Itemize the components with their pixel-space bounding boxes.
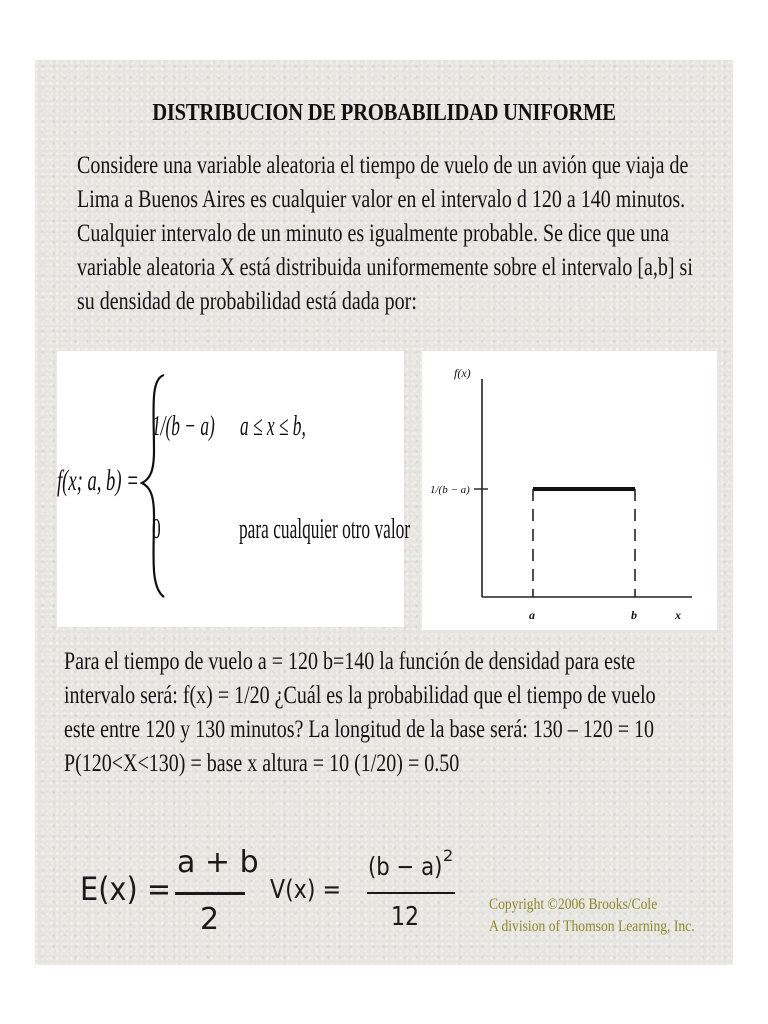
vx-lhs: V(x) = — [270, 875, 341, 905]
pdf-formula-lhs: f(x; a, b) = — [57, 464, 139, 497]
pdf-case2-value: 0 — [152, 514, 161, 545]
ex-fraction-bar — [175, 892, 245, 895]
ex-denominator: 2 — [200, 902, 220, 937]
vx-fraction-bar — [367, 892, 455, 894]
ex-lhs: E(x) = — [80, 870, 171, 908]
intro-line: Lima a Buenos Aires es cualquier valor en el intervalo d 120 a 140 minutos. — [77, 186, 686, 213]
slide-title: DISTRIBUCION DE PROBABILIDAD UNIFORME — [152, 100, 616, 126]
intro-line: Considere una variable aleatoria el tiempo de vuelo de un avión que viaja de — [77, 152, 689, 179]
example-line: Para el tiempo de vuelo a = 120 b=140 la función de densidad para este — [64, 648, 636, 675]
b-label: b — [631, 608, 637, 622]
density-graph-panel — [422, 351, 717, 630]
pdf-case1-condition: a ≤ x ≤ b, — [240, 411, 306, 442]
copyright-notice — [489, 894, 695, 938]
intro-paragraph — [77, 149, 693, 319]
x-axis-label: x — [675, 608, 681, 622]
vx-denominator: 12 — [391, 902, 420, 932]
copyright-line: A division of Thomson Learning, Inc. — [489, 918, 695, 935]
example-line: intervalo será: f(x) = 1/20 ¿Cuál es la probabilidad que el tiempo de vuelo — [64, 682, 656, 709]
example-paragraph — [64, 645, 656, 781]
formula-brace — [140, 371, 170, 601]
example-line: P(120<X<130) = base x altura = 10 (1/20) = 0.50 — [64, 750, 460, 777]
vx-numerator: (b − a) — [368, 852, 443, 881]
vx-exponent: 2 — [443, 846, 454, 865]
slide — [35, 60, 733, 965]
y-axis-label: f(x) — [454, 366, 471, 380]
copyright-line: Copyright ©2006 Brooks/Cole — [489, 896, 658, 913]
density-graph — [422, 351, 717, 630]
ex-numerator: a + b — [177, 845, 259, 880]
level-label: 1/(b − a) — [430, 484, 470, 496]
pdf-case2-condition: para cualquier otro valor — [239, 514, 411, 545]
intro-line: su densidad de probabilidad está dada por: — [77, 288, 417, 315]
pdf-case1-value: 1/(b − a) — [152, 411, 215, 442]
intro-line: variable aleatoria X está distribuida uniformemente sobre el intervalo [a,b] si — [77, 254, 693, 281]
a-label: a — [529, 608, 535, 622]
example-line: este entre 120 y 130 minutos? La longitud de la base será: 130 – 120 = 10 — [64, 716, 655, 743]
intro-line: Cualquier intervalo de un minuto es igualmente probable. Se dice que una — [77, 220, 670, 247]
pdf-formula-panel — [57, 351, 411, 627]
